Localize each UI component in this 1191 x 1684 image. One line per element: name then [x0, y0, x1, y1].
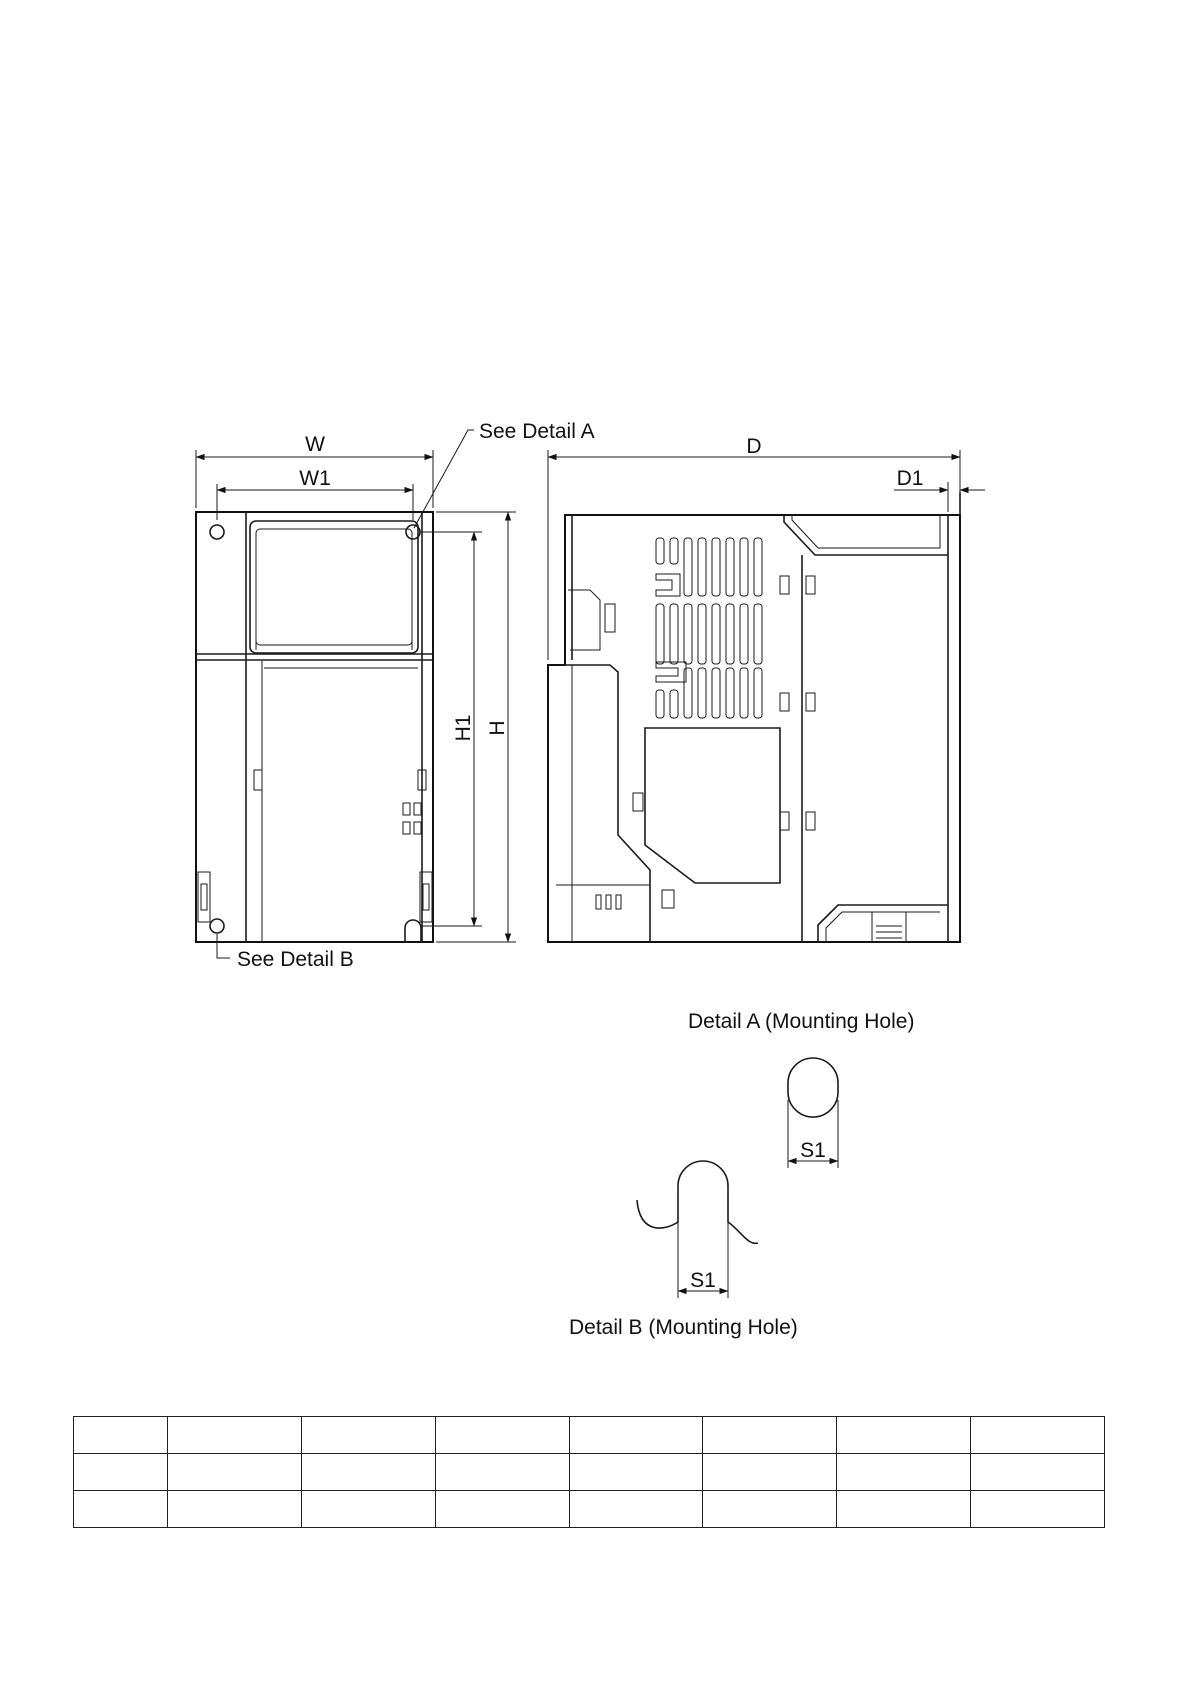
- table-cell: [569, 1417, 703, 1454]
- table-cell: [301, 1491, 435, 1528]
- mounting-hole-b-icon: [210, 919, 224, 933]
- table-cell: [971, 1417, 1105, 1454]
- front-view: [196, 420, 595, 971]
- table-cell: [971, 1454, 1105, 1491]
- detail-a-title: Detail A (Mounting Hole): [688, 1010, 915, 1033]
- table-cell: [168, 1417, 302, 1454]
- table-cell: [569, 1454, 703, 1491]
- table-cell: [74, 1454, 168, 1491]
- dimension-table: [73, 1416, 1105, 1528]
- detail-b-leader: [217, 934, 230, 958]
- table-row: [74, 1417, 1105, 1454]
- mounting-hole-a-icon: [210, 525, 224, 539]
- detail-b-callout: See Detail B: [237, 948, 354, 971]
- table-cell: [301, 1417, 435, 1454]
- table-cell: [703, 1454, 837, 1491]
- table-cell: [168, 1454, 302, 1491]
- detail-b-slot-label: S1: [690, 1269, 716, 1292]
- table-row: [74, 1454, 1105, 1491]
- table-cell: [435, 1491, 569, 1528]
- detail-a: [688, 1010, 914, 1168]
- depth-label: D: [746, 435, 762, 458]
- label-plate: [645, 728, 780, 883]
- table-cell: [971, 1491, 1105, 1528]
- table-cell: [301, 1454, 435, 1491]
- mount-height-label: H1: [452, 714, 475, 742]
- vent-slots: [656, 538, 762, 718]
- side-view: [548, 435, 985, 942]
- table-cell: [837, 1491, 971, 1528]
- front-housing-outline: [196, 512, 433, 942]
- table-cell: [74, 1417, 168, 1454]
- detail-a-callout: See Detail A: [479, 420, 595, 443]
- table-cell: [435, 1454, 569, 1491]
- table-cell: [168, 1491, 302, 1528]
- table-cell: [837, 1454, 971, 1491]
- table-cell: [569, 1491, 703, 1528]
- width-label: W: [305, 433, 325, 456]
- table-cell: [703, 1491, 837, 1528]
- detail-a-slot-label: S1: [800, 1139, 826, 1162]
- table-cell: [837, 1417, 971, 1454]
- table-cell: [435, 1417, 569, 1454]
- keypad-window: [250, 521, 418, 653]
- detail-b-title: Detail B (Mounting Hole): [569, 1316, 798, 1339]
- height-label: H: [486, 720, 509, 736]
- table-row: [74, 1491, 1105, 1528]
- table-cell: [74, 1491, 168, 1528]
- open-slot-icon: [637, 1161, 758, 1243]
- detail-a-leader: [414, 430, 474, 528]
- mounting-hole-slot-icon: [788, 1058, 838, 1117]
- depth-offset-label: D1: [896, 467, 924, 490]
- detail-b: [569, 1161, 798, 1339]
- mount-width-label: W1: [299, 467, 331, 490]
- table-cell: [703, 1417, 837, 1454]
